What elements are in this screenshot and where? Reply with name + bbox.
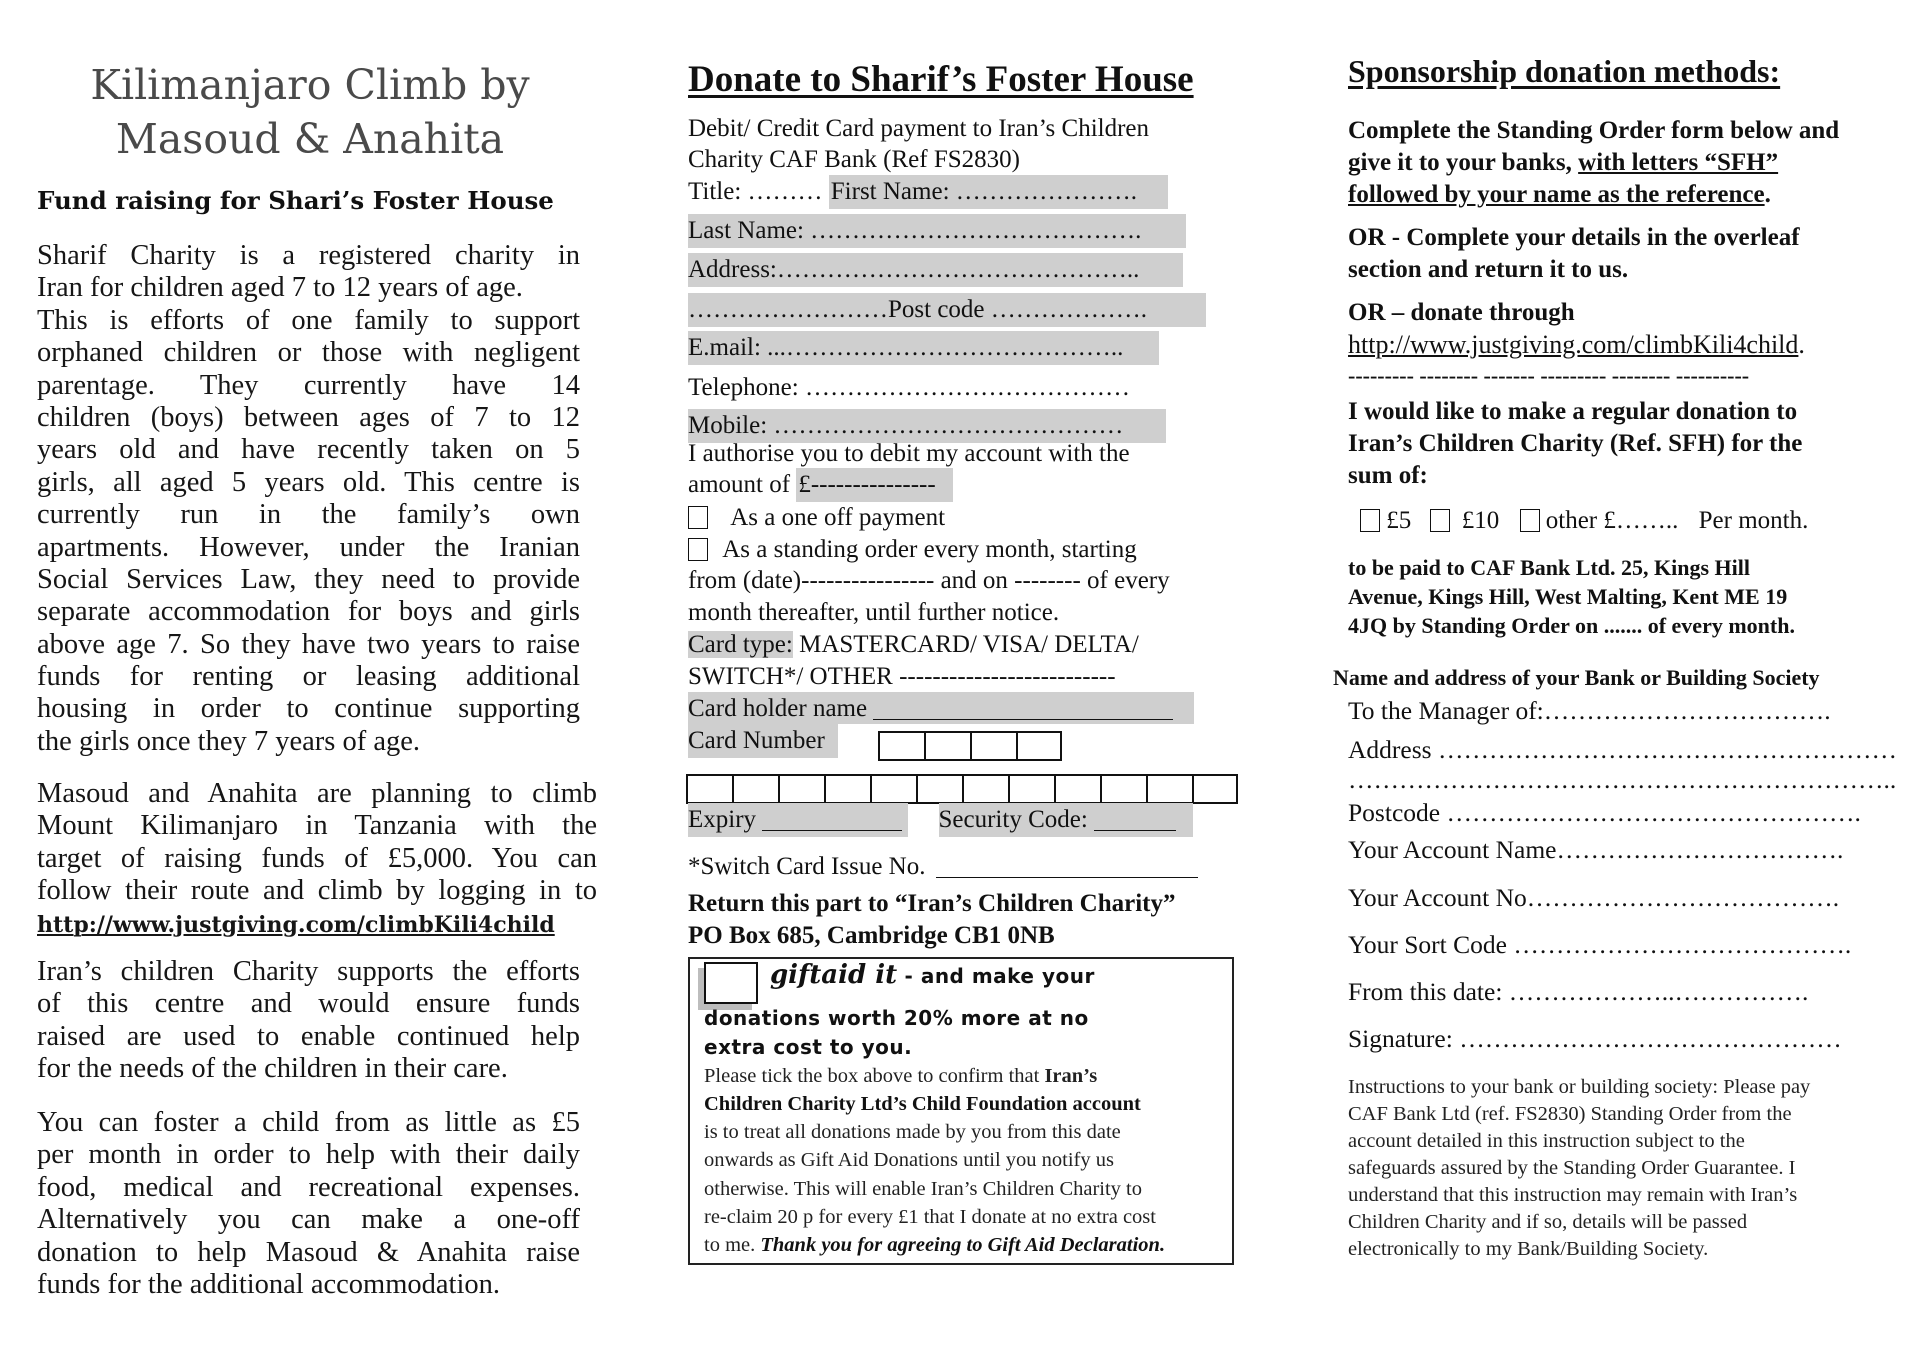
card-number-digit-box[interactable] (824, 774, 870, 804)
text-line: donation to help Masoud & Anahita raise (37, 1236, 580, 1268)
first-name-field[interactable]: First Name: …………………. (829, 175, 1168, 209)
regular-donation-line: Iran’s Children Charity (Ref. SFH) for the (1348, 430, 1803, 457)
text-line: target of raising funds of £5,000. You can (37, 842, 597, 874)
from-date-field[interactable]: From this date: ………………..……………. (1348, 977, 1809, 1006)
standing-order-option (688, 533, 1137, 567)
text-line: housing in order to continue supporting (37, 693, 580, 725)
sponsorship-heading: Sponsorship donation methods: (1348, 53, 1781, 89)
text-line: for the needs of the children in their care. (37, 1053, 508, 1085)
card-number-digit-box[interactable] (686, 774, 732, 804)
text-line: parentage. They currently have 14 (37, 369, 580, 401)
text-line: Masoud and Anahita are planning to climb (37, 778, 597, 809)
justgiving-link[interactable]: http://www.justgiving.com/climbKili4child (1348, 330, 1799, 359)
amount-field[interactable]: £--------------- (796, 468, 953, 502)
one-off-checkbox[interactable] (688, 506, 708, 529)
card-number-digit-box[interactable] (870, 774, 916, 804)
card-number-digit-box[interactable] (1192, 774, 1238, 804)
amount-10-checkbox[interactable] (1430, 509, 1450, 532)
giftaid-thanks: Thank you for agreeing to Gift Aid Declaration. (760, 1234, 1166, 1256)
separator-line: --------- -------- ------- --------- -------- ---------- (1348, 363, 1750, 388)
paragraph-foster (37, 1107, 580, 1301)
giftaid-logo-text: giftaid it (770, 960, 898, 990)
card-number-digit-box[interactable] (878, 731, 924, 761)
giftaid-text-line: re-claim 20 p for every £1 that I donate at no extra cost (704, 1206, 1156, 1228)
standing-order-line: month thereafter, until further notice. (688, 599, 1060, 626)
intro-line: Charity CAF Bank (Ref FS2830) (688, 146, 1020, 173)
security-code-underline (1094, 806, 1176, 831)
account-name-field[interactable]: Your Account Name……………………………. (1348, 835, 1844, 864)
per-month-label: Per month. (1698, 507, 1809, 534)
text-line: follow their route and climb by logging in to (37, 875, 597, 907)
amount-row (688, 468, 953, 502)
method-2-line: OR - Complete your details in the overleaf (1348, 224, 1800, 251)
title-first-name-row (688, 175, 1168, 209)
bank-address-field[interactable]: Address ……………………………………………… (1348, 735, 1897, 764)
card-holder-underline (873, 695, 1173, 720)
giftaid-headline: extra cost to you. (704, 1035, 913, 1059)
instructions-line: electronically to my Bank/Building Society. (1348, 1238, 1709, 1260)
instructions-line: account detailed in this instruction subject to the (1348, 1130, 1745, 1152)
amount-5-label: £5 (1386, 507, 1412, 534)
text-line: per month in order to help with their daily (37, 1139, 580, 1171)
justgiving-link[interactable]: http://www.justgiving.com/climbKili4child (37, 911, 555, 938)
card-number-digit-box[interactable] (1146, 774, 1192, 804)
text-line: above age 7. So they have two years to raise (37, 628, 580, 660)
giftaid-text-line (704, 1062, 1097, 1090)
authorise-line: I authorise you to debit my account with the (688, 440, 1130, 467)
amount-other-checkbox[interactable] (1520, 509, 1540, 532)
instructions-line: CAF Bank Ltd (ref. FS2830) Standing Order from the (1348, 1103, 1792, 1125)
last-name-field[interactable]: Last Name: …………………………………. (688, 214, 1186, 248)
expiry-security-row (688, 803, 1193, 837)
giftaid-text-bold: Iran’s (1044, 1065, 1098, 1087)
text-line: children (boys) between ages of 7 to 12 (37, 401, 580, 433)
instructions-line: safeguards assured by the Standing Order Guarantee. I (1348, 1157, 1796, 1179)
mobile-field[interactable]: Mobile: …………………………………… (688, 409, 1166, 443)
card-type-label: Card type: (688, 631, 793, 658)
text-line: funds for the additional accommodation. (37, 1268, 500, 1300)
instructions-line: Instructions to your bank or building society: Please pay (1348, 1076, 1811, 1098)
text-line: years old and have recently taken on 5 (37, 434, 580, 466)
amount-label: amount of (688, 471, 797, 498)
return-address-line: PO Box 685, Cambridge CB1 0NB (688, 922, 1055, 949)
telephone-field[interactable]: Telephone: ………………………………… (688, 374, 1130, 401)
card-number-boxes-group-1 (878, 731, 1062, 761)
paragraph-climb (37, 778, 597, 940)
card-number-digit-box[interactable] (1008, 774, 1054, 804)
card-number-digit-box[interactable] (1016, 731, 1062, 761)
one-off-label: As a one off payment (730, 504, 946, 531)
text-line: girls, all aged 5 years old. This centre is (37, 466, 580, 498)
instructions-line: understand that this instruction may remain with Iran’s (1348, 1184, 1798, 1206)
paid-to-line: to be paid to CAF Bank Ltd. 25, Kings Hill (1348, 555, 1750, 580)
paid-to-line: Avenue, Kings Hill, West Malting, Kent ME 19 (1348, 584, 1788, 609)
sort-code-field[interactable]: Your Sort Code …………………………………. (1348, 930, 1852, 959)
method-1-line: Complete the Standing Order form below and (1348, 117, 1840, 144)
expiry-field[interactable] (688, 803, 908, 837)
card-number-digit-box[interactable] (962, 774, 1008, 804)
bank-postcode-field[interactable]: Postcode …………………………………………. (1348, 798, 1861, 827)
card-number-digit-box[interactable] (970, 731, 1016, 761)
card-number-digit-box[interactable] (1054, 774, 1100, 804)
text-line: the girls once they 7 years of age. (37, 725, 421, 757)
method-1-text: give it to your banks, (1348, 149, 1579, 176)
card-number-boxes-group-2 (686, 774, 1238, 804)
method-3-line (1348, 329, 1805, 361)
switch-issue-field[interactable] (936, 853, 1198, 878)
signature-field[interactable]: Signature: ……………………………………… (1348, 1024, 1842, 1053)
text-line: of this centre and would ensure funds (37, 988, 580, 1020)
address-field[interactable]: Address:…………………………………….. (688, 253, 1183, 287)
title-line: Kilimanjaro Climb by (90, 61, 530, 109)
card-holder-field[interactable] (688, 692, 1194, 724)
card-number-digit-box[interactable] (1100, 774, 1146, 804)
text-line: Alternatively you can make a one-off (37, 1204, 580, 1236)
method-1-line (1348, 147, 1778, 179)
amount-other-field[interactable]: other £…….. (1545, 507, 1679, 534)
giftaid-logo (770, 960, 1095, 990)
text-line: raised are used to enable continued help (37, 1020, 580, 1052)
bank-address-field-2[interactable]: ……………………………………………………….. (1348, 765, 1897, 794)
page-title (40, 58, 580, 166)
text-line: Iran for children aged 7 to 12 years of age. (37, 272, 523, 304)
text-line: apartments. However, under the Iranian (37, 531, 580, 563)
card-number-label: Card Number (688, 724, 838, 758)
one-off-option (688, 501, 945, 535)
switch-issue-row (688, 850, 1198, 884)
method-1-reference-note: followed by your name as the reference (1348, 181, 1765, 208)
amount-options-row (1360, 505, 1808, 537)
text-line: food, medical and recreational expenses. (37, 1171, 580, 1203)
card-holder-label: Card holder name (688, 695, 868, 722)
card-type-other[interactable]: SWITCH*/ OTHER -------------------------- (688, 663, 1116, 690)
giftaid-text-line: Children Charity Ltd’s Child Foundation account (704, 1093, 1141, 1115)
giftaid-text-line: is to treat all donations made by you from this date (704, 1121, 1121, 1143)
card-number-digit-box[interactable] (732, 774, 778, 804)
title-line: Masoud & Anahita (115, 115, 505, 163)
title-field[interactable]: Title: ……… (688, 178, 823, 205)
expiry-label: Expiry (688, 806, 757, 833)
regular-donation-line: I would like to make a regular donation to (1348, 398, 1798, 425)
text-line: orphaned children or those with negligent (37, 337, 580, 369)
text-line: Social Services Law, they need to provide (37, 563, 580, 595)
text-line: This is efforts of one family to support (37, 304, 580, 336)
giftaid-headline: - and make your (897, 964, 1095, 988)
bank-heading: Name and address of your Bank or Building Society (1333, 665, 1820, 690)
giftaid-text-line (704, 1231, 1165, 1259)
method-1-line (1348, 179, 1771, 211)
method-1-reference-note: with letters “SFH” (1578, 149, 1779, 176)
intro-line: Debit/ Credit Card payment to Iran’s Children (688, 115, 1150, 142)
card-number-digit-box[interactable] (916, 774, 962, 804)
giftaid-text-line: otherwise. This will enable Iran’s Children Charity to (704, 1178, 1143, 1200)
security-code-label: Security Code: (938, 806, 1088, 833)
giftaid-text-line: onwards as Gift Aid Donations until you notify us (704, 1149, 1114, 1171)
card-holder-row (688, 692, 1194, 726)
text-line: separate accommodation for boys and girls (37, 596, 580, 628)
manager-field[interactable]: To the Manager of:……………………………. (1348, 696, 1831, 725)
donate-heading: Donate to Sharif’s Foster House (688, 59, 1194, 100)
text-line: currently run in the family’s own (37, 499, 580, 531)
email-field[interactable]: E.mail: ...………………………………….. (688, 331, 1159, 365)
switch-issue-label: *Switch Card Issue No. (688, 853, 926, 880)
giftaid-headline: donations worth 20% more at no (704, 1006, 1089, 1030)
giftaid-checkbox[interactable] (704, 962, 758, 1004)
card-type-row (688, 628, 1139, 662)
text-line: Mount Kilimanjaro in Tanzania with the (37, 810, 597, 842)
return-address-line: Return this part to “Iran’s Children Charity” (688, 890, 1176, 917)
standing-order-date-line[interactable]: from (date)---------------- and on -------- of every (688, 567, 1170, 594)
method-3-label: OR – donate through (1348, 299, 1575, 326)
punctuation: . (1764, 181, 1771, 208)
amount-10-label: £10 (1461, 507, 1500, 534)
paid-to-line: 4JQ by Standing Order on ....... of every month. (1348, 613, 1795, 638)
method-2-line: section and return it to us. (1348, 256, 1629, 283)
text-line: Sharif Charity is a registered charity in (37, 240, 580, 271)
giftaid-text: to me. (704, 1234, 761, 1256)
paragraph-charity-intro (37, 240, 580, 758)
text-line: You can foster a child from as little as £5 (37, 1107, 580, 1138)
card-number-digit-box[interactable] (778, 774, 824, 804)
regular-donation-line: sum of: (1348, 462, 1428, 489)
punctuation: . (1798, 330, 1805, 359)
amount-5-checkbox[interactable] (1360, 509, 1380, 532)
postcode-field[interactable]: ……………………Post code ………………. (688, 293, 1206, 327)
security-code-field[interactable] (939, 803, 1193, 837)
expiry-underline (762, 806, 902, 831)
subheading: Fund raising for Shari’s Foster House (37, 186, 554, 215)
card-number-digit-box[interactable] (924, 731, 970, 761)
paragraph-support (37, 956, 580, 1086)
standing-order-checkbox[interactable] (688, 538, 708, 561)
text-line: funds for renting or leasing additional (37, 661, 580, 693)
account-number-field[interactable]: Your Account No………………………………. (1348, 883, 1840, 912)
instructions-line: Children Charity and if so, details will be passed (1348, 1211, 1748, 1233)
standing-order-label: As a standing order every month, starting (722, 536, 1137, 563)
text-line: Iran’s children Charity supports the efforts (37, 956, 580, 987)
card-type-options[interactable]: MASTERCARD/ VISA/ DELTA/ (792, 631, 1139, 658)
giftaid-text: Please tick the box above to confirm that (704, 1065, 1045, 1087)
